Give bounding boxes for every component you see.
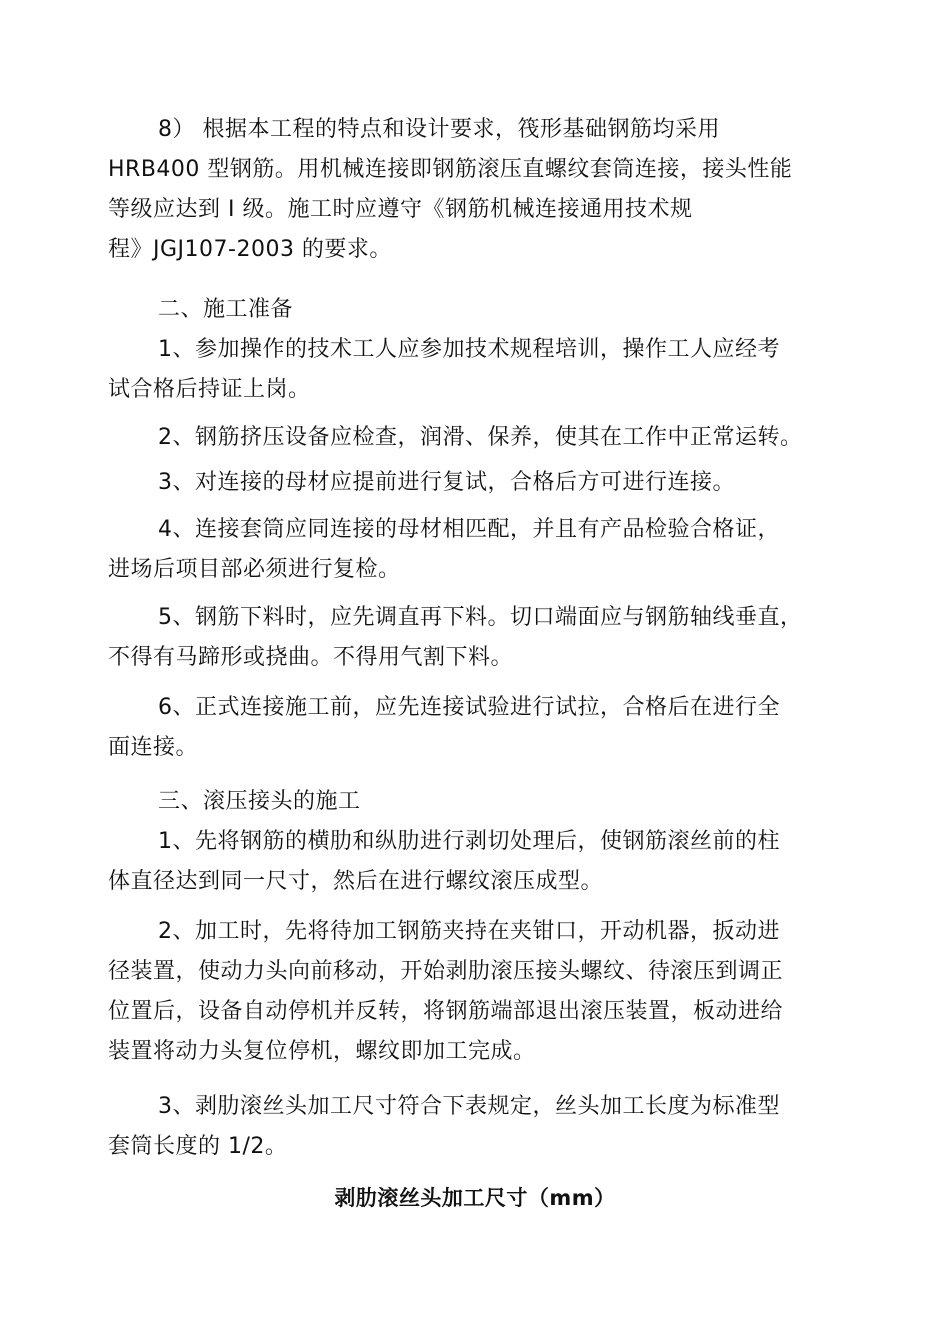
paragraph-prep-3 [108,463,868,503]
paragraph-prep-5 [108,598,868,678]
paragraph-line: HRB400 型钢筋。用机械连接即钢筋滚压直螺纹套筒连接，接头性能 [108,157,793,182]
paragraph-line: 2、加工时，先将待加工钢筋夹持在夹钳口，开动机器，扳动进 [158,919,780,944]
paragraph-line: 5、钢筋下料时，应先调直再下料。切口端面应与钢筋轴线垂直， [158,605,803,630]
paragraph-rolling-3 [108,1087,868,1167]
paragraph-item-8 [108,110,868,270]
paragraph-line: 体直径达到同一尺寸，然后在进行螺纹滚压成型。 [108,869,604,894]
paragraph-line: 1、参加操作的技术工人应参加技术规程培训，操作工人应经考 [158,337,780,362]
paragraph-rolling-1 [108,822,868,902]
paragraph-line: 位置后，设备自动停机并反转，将钢筋端部退出滚压装置，板动进给 [108,999,784,1024]
section-heading-preparation: 二、施工准备 [158,297,294,322]
paragraph-prep-2 [108,418,868,458]
section-heading-rolling-joint: 三、滚压接头的施工 [158,789,361,814]
paragraph-prep-1 [108,330,868,410]
paragraph-prep-6 [108,688,868,768]
paragraph-line: 8） 根据本工程的特点和设计要求，筏形基础钢筋均采用 [158,117,720,142]
paragraph-line: 进场后项目部必须进行复检。 [108,557,401,582]
paragraph-line: 套筒长度的 1/2。 [108,1134,288,1159]
paragraph-prep-4 [108,510,868,590]
paragraph-line: 程》JGJ107-2003 的要求。 [108,237,392,262]
paragraph-line: 3、剥肋滚丝头加工尺寸符合下表规定，丝头加工长度为标准型 [158,1094,780,1119]
paragraph-line: 1、先将钢筋的横肋和纵肋进行剥切处理后，使钢筋滚丝前的柱 [158,829,780,854]
paragraph-line: 面连接。 [108,735,199,760]
paragraph-line: 径装置，使动力头向前移动，开始剥肋滚压接头螺纹、待滚压到调正 [108,959,784,984]
paragraph-rolling-2 [108,912,868,1072]
paragraph-line: 2、钢筋挤压设备应检查，润滑、保养，使其在工作中正常运转。 [158,425,803,450]
paragraph-line: 不得有马蹄形或挠曲。不得用气割下料。 [108,645,514,670]
paragraph-line: 3、对连接的母材应提前进行复试，合格后方可进行连接。 [158,470,735,495]
paragraph-line: 试合格后持证上岗。 [108,377,311,402]
paragraph-line: 4、连接套筒应同连接的母材相匹配，并且有产品检验合格证， [158,517,780,542]
paragraph-line: 装置将动力头复位停机，螺纹即加工完成。 [108,1039,536,1064]
table-title: 剥肋滚丝头加工尺寸（mm） [334,1186,616,1210]
paragraph-line: 等级应达到 I 级。施工时应遵守《钢筋机械连接通用技术规 [108,197,693,222]
paragraph-line: 6、正式连接施工前，应先连接试验进行试拉，合格后在进行全 [158,695,780,720]
